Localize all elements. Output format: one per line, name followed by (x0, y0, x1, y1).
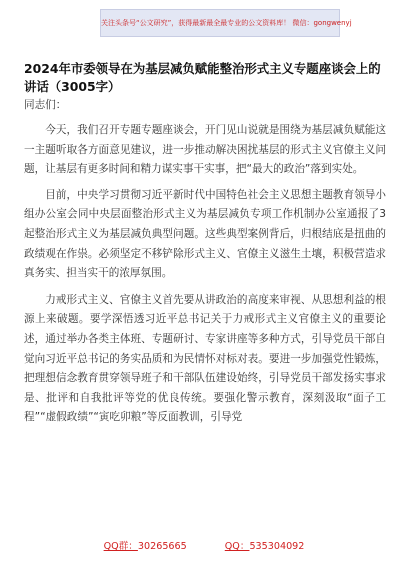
document-page (24, 52, 386, 428)
salutation: 同志们： (24, 99, 67, 111)
qq-info (225, 538, 305, 552)
qq-group-info (104, 538, 187, 552)
qq-number: 535304092 (249, 541, 305, 552)
qq-label: QQ： (224, 541, 250, 552)
top-banner (100, 9, 352, 37)
banner-text: 关注头条号“公文研究”，获得最新最全最专业的公文资料库！ 微信：gongwenyj (101, 19, 352, 27)
paragraph-3: 力戒形式主义、官僚主义首先要从讲政治的高度来审视、从思想利益的根源上来破题。要学深悟透习近平总书记关于力戒形式主义官僚主义的重要论述，通过举办各类主体班、专题研讨、专家讲座等多种方式，引导党员干部自觉向习近平总书记的务实品质和为民情怀对标对表。要进一步加强党性锻炼，把理想信念教育贯穿领导班子和干部队伍建设始终，引导党员干部发扬实事求是、批评和自我批评等党的优良传统。要强化警示教育，深刻汲取“面子工程”“虚假政绩”“寅吃卯粮”等反面教训，引导党 (24, 293, 386, 424)
paragraph-2: 目前，中央学习贯彻习近平新时代中国特色社会主义思想主题教育领导小组办公室会同中央层面整治形式主义为基层减负专项工作机制办公室通报了3起整治形式主义为基层减负典型问题。这些典型案例背后，归根结底是扭曲的政绩观在作祟。必须坚定不移铲除形式主义、官僚主义滋生土壤，积极营造求真务实、担当实干的浓厚氛围。 (24, 188, 386, 280)
footer-contact (0, 538, 408, 552)
qq-group-label: QQ群： (103, 541, 138, 552)
document-title: 2024年市委领导在为基层减负赋能整治形式主义专题座谈会上的讲话（3005字） (24, 61, 381, 94)
qq-group-number: 30265665 (137, 541, 187, 552)
paragraph-1: 今天，我们召开专题专题座谈会，开门见山说就是围绕为基层减负赋能这一主题听取各方面意见建议，进一步推动解决困扰基层的形式主义官僚主义问题，让基层有更多时间和精力谋实事干实事，把“最大的政治”落到实处。 (24, 124, 386, 176)
